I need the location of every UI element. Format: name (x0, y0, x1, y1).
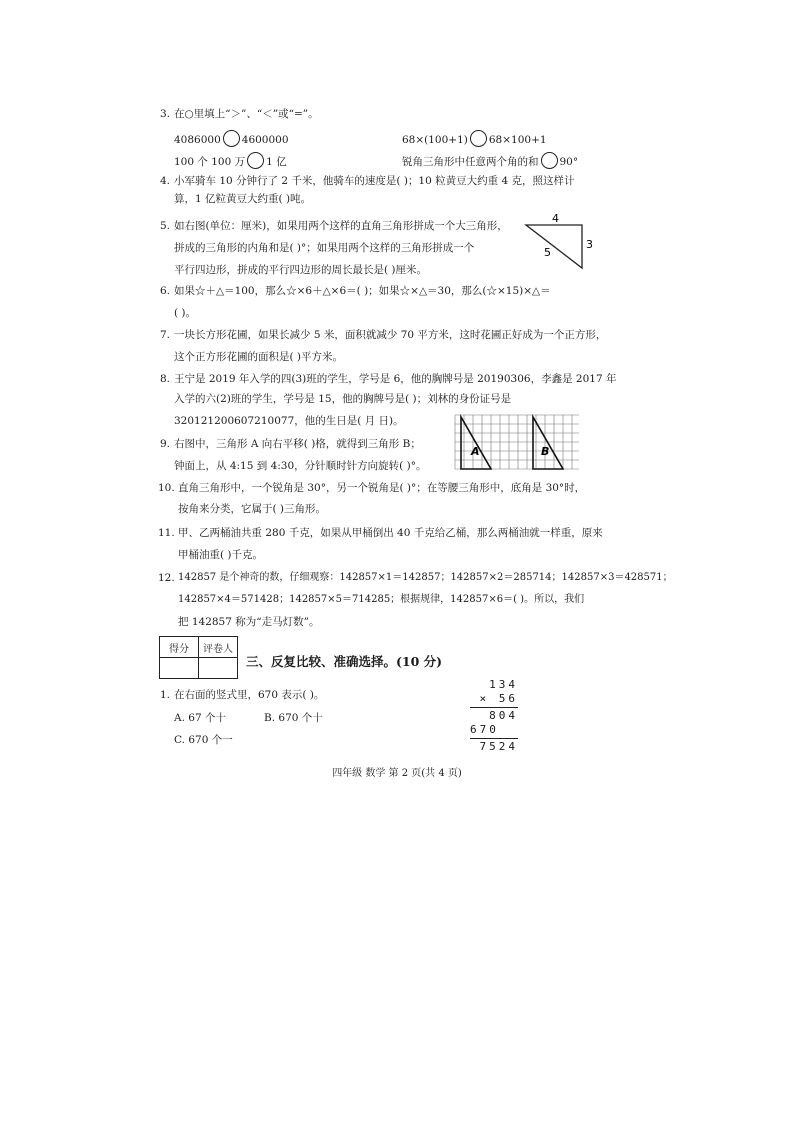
section3-title: 三、反复比较、准确选择。(10 分) (246, 654, 443, 669)
q6-number: 6. (160, 285, 171, 297)
triangle-a (461, 417, 491, 469)
q3-d-left: 锐角三角形中任意两个角的和 (402, 156, 539, 168)
q3-c-right: 1 亿 (266, 156, 287, 168)
grader-cell[interactable] (199, 658, 238, 679)
option-b[interactable]: B. 670 个十 (264, 712, 323, 724)
q3-c-left: 100 个 100 万 (174, 156, 246, 168)
side-top-label: 4 (552, 212, 559, 225)
triangle-b (533, 417, 563, 469)
right-triangle-figure (516, 210, 596, 275)
score-cell[interactable] (160, 658, 199, 679)
vm-partial-1: 804 (489, 709, 518, 722)
q3-compare-d (402, 152, 578, 169)
q3-compare-a (174, 130, 289, 147)
vm-top: 134 (489, 678, 518, 691)
q3-b-right: 68×100+1 (488, 134, 547, 146)
q6-line2: ( )。 (174, 307, 197, 319)
q5-line3: 平行四边形，拼成的平行四边形的周长最长是( )厘米。 (174, 264, 428, 276)
q3-compare-b (402, 130, 547, 147)
vm-rule (470, 738, 518, 739)
q8-line1: 王宁是 2019 年入学的四(3)班的学生，学号是 6，他的胸牌号是 20190306，李鑫是 2017 年 (174, 373, 617, 385)
side-right-label: 3 (586, 238, 593, 251)
score-table (159, 636, 238, 679)
q12-line2: 142857×4＝571428；142857×5＝714285；根据规律，142857×6＝( )。所以，我们 (178, 594, 585, 605)
q9-line1: 右图中，三角形 A 向右平移( )格，就得到三角形 B； (174, 438, 421, 450)
q10-number: 10. (158, 482, 175, 494)
s3-q1-stem: 在右面的竖式里，670 表示( )。 (174, 689, 325, 701)
q7-line2: 这个正方形花圃的面积是( )平方米。 (174, 351, 344, 363)
q9-line2: 钟面上，从 4:15 到 4:30，分针顺时针方向旋转( )°。 (174, 460, 427, 472)
grid-lines (455, 415, 579, 469)
q4-line2: 算，1 亿粒黄豆大约重( )吨。 (174, 193, 312, 205)
side-hyp-label: 5 (544, 246, 551, 259)
q11-line2: 甲桶油重( )千克。 (178, 549, 264, 561)
score-header: 得分 (160, 637, 199, 658)
q10-line1: 直角三角形中，一个锐角是 30°，另一个锐角是( )°；在等腰三角形中，底角是 30°时， (178, 482, 586, 494)
q12-line3: 把 142857 称为“走马灯数”。 (178, 616, 320, 628)
q3-compare-c (174, 152, 287, 169)
q12-line1: 142857 是个神奇的数，仔细观察：142857×1＝142857；142857×2＝285714；142857×3＝428571； (178, 572, 673, 583)
compare-circle[interactable] (223, 130, 240, 147)
right-triangle (526, 225, 582, 268)
q6-line1: 如果☆＋△＝100，那么☆×6＋△×6＝( )；如果☆×△＝30，那么(☆×15)×△＝ (174, 285, 551, 297)
compare-circle[interactable] (541, 152, 558, 169)
vertical-multiplication (470, 678, 518, 754)
q4-number: 4. (160, 175, 171, 187)
q11-line1: 甲、乙两桶油共重 280 千克，如果从甲桶倒出 40 千克给乙桶，那么两桶油就一样重，原来 (178, 527, 603, 539)
q5-line1: 如右图(单位：厘米)，如果用两个这样的直角三角形拼成一个大三角形， (174, 220, 508, 232)
q10-line2: 按角来分类，它属于( )三角形。 (178, 503, 327, 515)
q8-number: 8. (160, 373, 171, 385)
s3-q1-number: 1. (160, 689, 171, 701)
vm-multiplier: × 56 (479, 692, 518, 705)
triangle-a-label: A (471, 445, 480, 458)
q11-number: 11. (158, 527, 175, 539)
q3-a-left: 4086000 (174, 134, 221, 146)
option-c[interactable]: C. 670 个一 (174, 734, 233, 746)
q5-number: 5. (160, 220, 171, 232)
q7-number: 7. (160, 329, 171, 341)
page-footer: 四年级 数学 第 2 页(共 4 页) (332, 768, 462, 779)
translation-grid-figure (453, 413, 583, 473)
q5-line2: 拼成的三角形的内角和是( )°；如果用两个这样的三角形拼成一个 (174, 242, 475, 254)
vm-rule (470, 707, 518, 708)
q9-number: 9. (160, 438, 171, 450)
q3-b-left: 68×(100+1) (402, 134, 468, 146)
vm-partial-2: 670 (470, 723, 499, 736)
q8-line2: 入学的六(2)班的学生，学号是 15，他的胸牌号是( )；刘林的身份证号是 (174, 393, 512, 405)
triangle-b-label: B (541, 445, 550, 458)
q3-number: 3. (160, 108, 171, 120)
compare-circle[interactable] (247, 152, 264, 169)
grader-header: 评卷人 (199, 637, 238, 658)
q12-number: 12. (158, 572, 175, 584)
compare-circle[interactable] (470, 130, 487, 147)
option-a[interactable]: A. 67 个十 (174, 712, 226, 724)
vm-result: 7524 (479, 740, 518, 753)
q7-line1: 一块长方形花圃，如果长减少 5 米，面积就减少 70 平方米，这时花圃正好成为一个正方形， (174, 329, 607, 341)
q3-d-right: 90° (559, 156, 579, 168)
q8-line3: 320121200607210077，他的生日是( 月 日)。 (174, 415, 404, 427)
q4-line1: 小军骑车 10 分钟行了 2 千米，他骑车的速度是( )；10 粒黄豆大约重 4 克，照这样计 (174, 175, 575, 187)
q3-stem: 在○里填上“＞”、“＜”或“=”。 (174, 108, 319, 120)
q3-a-right: 4600000 (241, 134, 289, 146)
